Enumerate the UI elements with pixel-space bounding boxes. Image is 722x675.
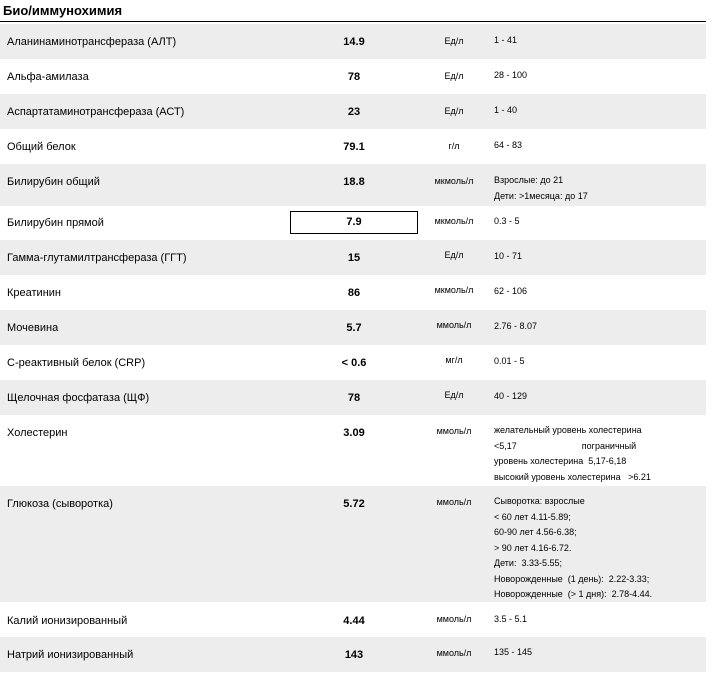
test-value: 79.1 bbox=[343, 141, 365, 153]
test-unit: мкмоль/л bbox=[434, 285, 474, 295]
test-name: Холестерин bbox=[7, 427, 68, 439]
reference-range: Сыворотка: взрослые < 60 лет 4.11-5.89; 60-90 лет 4.56-6.38; > 90 лет 4.16-6.72. Дети: 3.33-5.55; Новорожденные (1 день): 2.22-3.33; Новорожденные (> 1 дня): 2.78-4.44. bbox=[494, 496, 653, 599]
table-row bbox=[0, 310, 706, 345]
test-name: Калий ионизированный bbox=[7, 615, 128, 627]
reference-range: желательный уровень холестерина <5,17 пограничный уровень холестерина 5,17-6,18 высокий уровень холестерина >6.21 bbox=[494, 425, 651, 482]
test-name: Билирубин общий bbox=[7, 176, 100, 188]
table-row bbox=[0, 206, 706, 240]
test-unit: мкмоль/л bbox=[434, 216, 474, 226]
test-value: 4.44 bbox=[343, 615, 365, 627]
table-row bbox=[0, 240, 706, 275]
test-name: Аспартатаминотрансфераза (АСТ) bbox=[7, 106, 185, 118]
test-unit: Ед/л bbox=[444, 106, 464, 116]
test-unit: ммоль/л bbox=[436, 648, 472, 658]
table-row bbox=[0, 94, 706, 129]
test-name: Аланинаминотрансфераза (АЛТ) bbox=[7, 36, 177, 48]
test-unit: Ед/л bbox=[444, 36, 464, 46]
test-value: 143 bbox=[344, 649, 364, 661]
reference-range: 10 - 71 bbox=[494, 251, 523, 261]
test-unit: Ед/л bbox=[444, 250, 464, 260]
reference-range: 1 - 41 bbox=[494, 35, 518, 45]
test-value: 15 bbox=[347, 252, 361, 264]
table-row bbox=[0, 275, 706, 310]
reference-range: 1 - 40 bbox=[494, 105, 518, 115]
test-unit: мг/л bbox=[445, 355, 463, 365]
table-row bbox=[0, 129, 706, 164]
section-title: Био/иммунохимия bbox=[3, 3, 123, 18]
test-name: Натрий ионизированный bbox=[7, 649, 134, 661]
table-row bbox=[0, 486, 706, 602]
test-value: 5.7 bbox=[346, 322, 362, 334]
test-name: Альфа-амилаза bbox=[7, 71, 89, 83]
reference-range: Взрослые: до 21 Дети: >1месяца: до 17 bbox=[494, 175, 588, 201]
test-unit: ммоль/л bbox=[436, 614, 472, 624]
reference-range: 0.01 - 5 bbox=[494, 356, 525, 366]
test-name: Креатинин bbox=[7, 287, 61, 299]
test-unit: ммоль/л bbox=[436, 426, 472, 436]
test-unit: ммоль/л bbox=[436, 320, 472, 330]
reference-range: 28 - 100 bbox=[494, 70, 528, 80]
test-name: Гамма-глутамилтрансфераза (ГГТ) bbox=[7, 252, 187, 264]
table-row bbox=[0, 415, 706, 486]
highlighted-test-value: 7.9 bbox=[290, 211, 418, 234]
test-value: 3.09 bbox=[343, 427, 365, 439]
test-value: 23 bbox=[347, 106, 361, 118]
test-unit: Ед/л bbox=[444, 71, 464, 81]
test-value: 78 bbox=[347, 71, 361, 83]
table-row bbox=[0, 24, 706, 59]
reference-range: 40 - 129 bbox=[494, 391, 528, 401]
test-value: 5.72 bbox=[343, 498, 365, 510]
reference-range: 64 - 83 bbox=[494, 140, 523, 150]
test-name: Щелочная фосфатаза (ЩФ) bbox=[7, 392, 150, 404]
test-unit: ммоль/л bbox=[436, 497, 472, 507]
reference-range: 2.76 - 8.07 bbox=[494, 321, 538, 331]
test-name: Билирубин прямой bbox=[7, 217, 104, 229]
table-row bbox=[0, 637, 706, 672]
table-row bbox=[0, 345, 706, 380]
table-row bbox=[0, 602, 706, 637]
reference-range: 135 - 145 bbox=[494, 647, 533, 657]
test-unit: Ед/л bbox=[444, 390, 464, 400]
test-value: 78 bbox=[347, 392, 361, 404]
table-row bbox=[0, 59, 706, 94]
test-name: Общий белок bbox=[7, 141, 76, 153]
test-value: 86 bbox=[347, 287, 361, 299]
test-unit: мкмоль/л bbox=[434, 176, 474, 186]
test-value: 18.8 bbox=[343, 176, 365, 188]
test-value: 14.9 bbox=[343, 36, 365, 48]
reference-range: 0.3 - 5 bbox=[494, 216, 520, 226]
test-value: < 0.6 bbox=[341, 357, 367, 369]
reference-range: 62 - 106 bbox=[494, 286, 528, 296]
test-name: С-реактивный белок (CRP) bbox=[7, 357, 146, 369]
table-row bbox=[0, 380, 706, 415]
table-row bbox=[0, 164, 706, 206]
test-unit: г/л bbox=[448, 141, 460, 151]
reference-range: 3.5 - 5.1 bbox=[494, 614, 528, 624]
test-name: Мочевина bbox=[7, 322, 59, 334]
title-divider bbox=[0, 21, 706, 22]
test-name: Глюкоза (сыворотка) bbox=[7, 498, 113, 510]
